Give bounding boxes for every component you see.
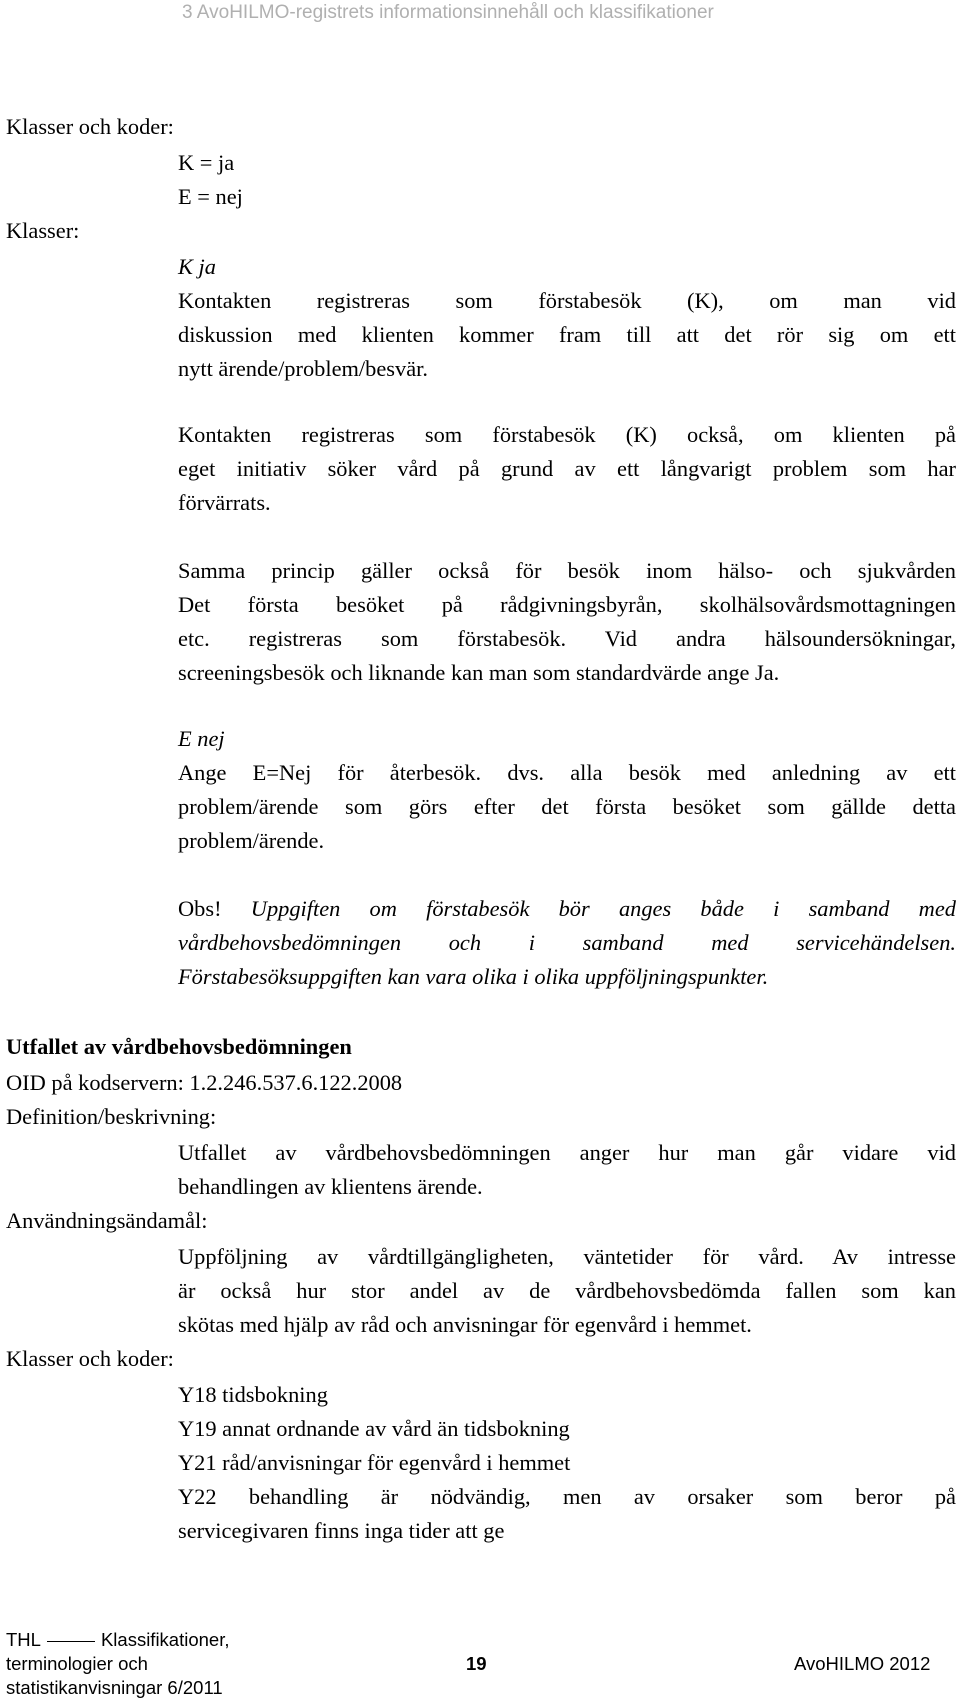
- paragraph-line: Det första besöket på rådgivningsbyrån, skolhälsovårdsmottagningen: [178, 592, 956, 617]
- paragraph-line: Kontakten registreras som förstabesök (K) också, om klienten på: [178, 422, 956, 447]
- paragraph-line: Samma princip gäller också för besök inom hälso- och sjukvården: [178, 558, 956, 583]
- paragraph-line: nytt ärende/problem/besvär.: [178, 356, 428, 381]
- code-item: Y19 annat ordnande av vård än tidsbokning: [178, 1416, 570, 1441]
- code-item: Y21 råd/anvisningar för egenvård i hemmet: [178, 1450, 571, 1475]
- paragraph-line: screeningsbesök och liknande kan man som standardvärde ange Ja.: [178, 660, 780, 685]
- footer-org: THL: [6, 1629, 41, 1650]
- footer-left-line2: terminologier och: [6, 1653, 148, 1674]
- running-header: 3 AvoHILMO-registrets informationsinnehåll och klassifikationer: [182, 2, 714, 23]
- label-classes-and-codes: Klasser och koder:: [6, 114, 174, 139]
- paragraph-line: problem/ärende som görs efter det första besöket som gällde detta: [178, 794, 956, 819]
- paragraph-line: diskussion med klienten kommer fram till att det rör sig om ett: [178, 322, 956, 347]
- code-item: Y18 tidsbokning: [178, 1382, 328, 1407]
- oid-line: OID på kodservern: 1.2.246.537.6.122.2008: [6, 1070, 403, 1095]
- code-item: Y22 behandling är nödvändig, men av orsaker som beror på: [178, 1484, 956, 1509]
- label-purpose: Användningsändamål:: [6, 1208, 208, 1233]
- code-e: E = nej: [178, 184, 243, 209]
- footer-left: [6, 1628, 230, 1700]
- definition-line: behandlingen av klientens ärende.: [178, 1174, 483, 1199]
- footer-left-line3: statistikanvisningar 6/2011: [6, 1677, 223, 1698]
- paragraph-line: problem/ärende.: [178, 828, 325, 853]
- label-classes-and-codes-2: Klasser och koder:: [6, 1346, 174, 1371]
- obs-line: [178, 894, 956, 924]
- footer-left-line1: [6, 1628, 230, 1652]
- section-title: Utfallet av vårdbehovsbedömningen: [6, 1034, 352, 1059]
- paragraph-line: Ange E=Nej för återbesök. dvs. alla besök med anledning av ett: [178, 760, 956, 785]
- obs-line: vårdbehovsbedömningen och i samband med servicehändelsen.: [178, 930, 956, 955]
- obs-line: Förstabesöksuppgiften kan vara olika i olika uppföljningspunkter.: [178, 964, 769, 989]
- purpose-line: skötas med hjälp av råd och anvisningar för egenvård i hemmet.: [178, 1312, 752, 1337]
- paragraph-line: Kontakten registreras som förstabesök (K), om man vid: [178, 288, 956, 313]
- code-item-continuation: servicegivaren finns inga tider att ge: [178, 1518, 505, 1543]
- class-k-heading: K ja: [178, 254, 216, 279]
- label-definition: Definition/beskrivning:: [6, 1104, 217, 1129]
- definition-line: Utfallet av vårdbehovsbedömningen anger hur man går vidare vid: [178, 1140, 956, 1165]
- page-number: 19: [466, 1653, 487, 1674]
- label-classes: Klasser:: [6, 218, 80, 243]
- paragraph-line: eget initiativ söker vård på grund av ett långvarigt problem som har: [178, 456, 956, 481]
- paragraph-line: förvärrats.: [178, 490, 271, 515]
- code-k: K = ja: [178, 150, 235, 175]
- footer-rule: [47, 1641, 95, 1642]
- purpose-line: Uppföljning av vårdtillgängligheten, väntetider för vård. Av intresse: [178, 1244, 956, 1269]
- paragraph-line: etc. registreras som förstabesök. Vid andra hälsoundersökningar,: [178, 626, 956, 651]
- purpose-line: är också hur stor andel av de vårdbehovsbedömda fallen som kan: [178, 1278, 956, 1303]
- obs-text: Uppgiften om förstabesök bör anges både i samband med: [221, 896, 956, 921]
- obs-lead: Obs!: [178, 896, 222, 921]
- footer-right: AvoHILMO 2012: [794, 1653, 931, 1674]
- footer-title: Klassifikationer,: [100, 1629, 230, 1650]
- class-e-heading: E nej: [178, 726, 225, 751]
